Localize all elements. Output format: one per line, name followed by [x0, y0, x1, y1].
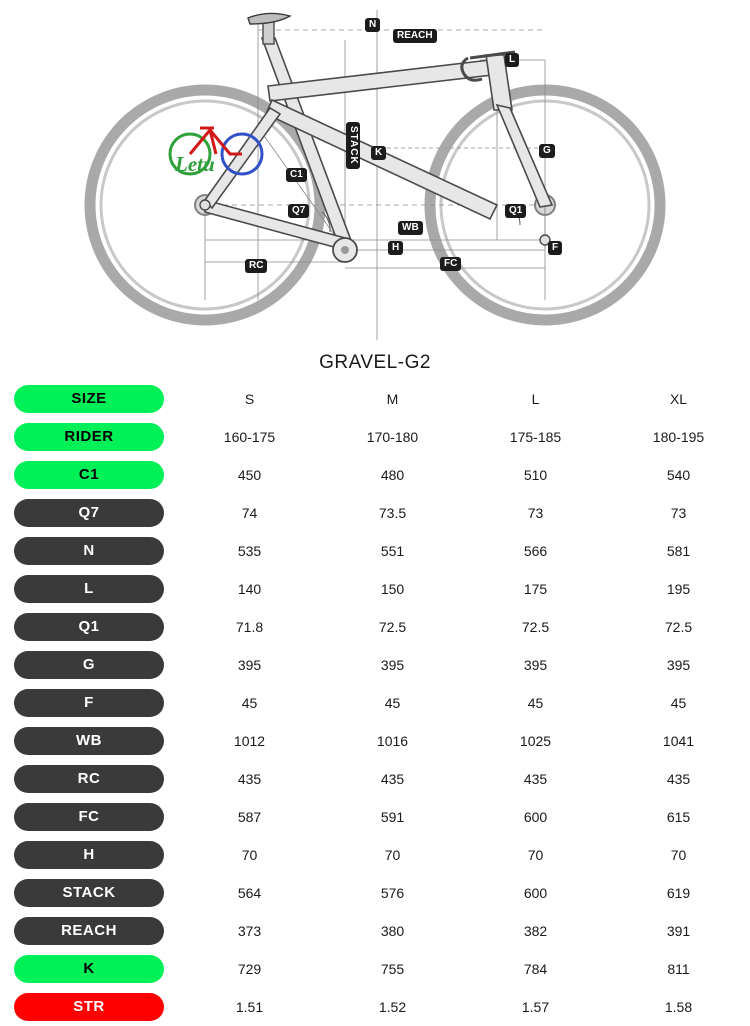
size-header-cell: L	[531, 391, 540, 407]
callout-fc: FC	[440, 257, 461, 271]
value-cell: 373	[237, 923, 262, 939]
value-cell: 1.57	[521, 999, 550, 1015]
table-row	[0, 494, 750, 532]
value-cell: 540	[666, 467, 691, 483]
row-label-cell	[0, 570, 178, 608]
bike-geometry-diagram	[0, 0, 750, 380]
callout-n: N	[365, 18, 380, 32]
table-row	[0, 988, 750, 1026]
value-cell: 45	[241, 695, 258, 711]
row-label-cell	[0, 912, 178, 950]
value-cell: 1016	[376, 733, 409, 749]
value-cell: 566	[523, 543, 548, 559]
row-label-cell	[0, 684, 178, 722]
row-label-cell	[0, 456, 178, 494]
value-cell: 435	[666, 771, 691, 787]
value-cell: 510	[523, 467, 548, 483]
table-row	[0, 874, 750, 912]
row-label-cell	[0, 608, 178, 646]
row-label-cell	[0, 760, 178, 798]
value-cell: 72.5	[664, 619, 693, 635]
value-cell: 180-195	[652, 429, 705, 445]
row-label-pill: Q1	[14, 613, 164, 641]
value-cell: 1.51	[235, 999, 264, 1015]
value-cell: 395	[380, 657, 405, 673]
value-cell: 576	[380, 885, 405, 901]
value-cell: 74	[241, 505, 258, 521]
frame-model-title: GRAVEL-G2	[319, 352, 431, 373]
table-row	[0, 418, 750, 456]
value-cell: 150	[380, 581, 405, 597]
callout-k: K	[371, 146, 386, 160]
value-cell: 160-175	[223, 429, 276, 445]
value-cell: 811	[667, 961, 690, 977]
value-cell: 72.5	[521, 619, 550, 635]
row-label-pill: Q7	[14, 499, 164, 527]
value-cell: 72.5	[378, 619, 407, 635]
value-cell: 71.8	[235, 619, 264, 635]
callout-g: G	[539, 144, 555, 158]
row-label-pill: STACK	[14, 879, 164, 907]
value-cell: 435	[237, 771, 262, 787]
value-cell: 73.5	[378, 505, 407, 521]
table-row	[0, 798, 750, 836]
row-label-cell	[0, 722, 178, 760]
row-label-cell	[0, 988, 178, 1026]
row-label-pill: H	[14, 841, 164, 869]
table-row	[0, 684, 750, 722]
value-cell: 70	[241, 847, 258, 863]
callout-reach: REACH	[393, 29, 437, 43]
size-header-cell: S	[244, 391, 255, 407]
row-label-cell	[0, 418, 178, 456]
value-cell: 615	[666, 809, 691, 825]
row-label-cell	[0, 532, 178, 570]
table-row	[0, 532, 750, 570]
value-cell: 175-185	[509, 429, 562, 445]
callout-rc: RC	[245, 259, 267, 273]
row-label-cell	[0, 950, 178, 988]
value-cell: 70	[670, 847, 687, 863]
row-label-pill: K	[14, 955, 164, 983]
row-label-pill: FC	[14, 803, 164, 831]
value-cell: 73	[527, 505, 544, 521]
table-row	[0, 608, 750, 646]
callout-l: L	[505, 53, 519, 67]
value-cell: 535	[237, 543, 262, 559]
row-label-cell	[0, 836, 178, 874]
saddle	[248, 13, 290, 44]
value-cell: 435	[523, 771, 548, 787]
table-row	[0, 836, 750, 874]
row-label-cell	[0, 494, 178, 532]
value-cell: 1.58	[664, 999, 693, 1015]
row-label-pill: SIZE	[14, 385, 164, 413]
row-label-pill: C1	[14, 461, 164, 489]
value-cell: 1041	[662, 733, 695, 749]
value-cell: 395	[523, 657, 548, 673]
row-label-cell	[0, 798, 178, 836]
bike-frame-drawing	[0, 0, 750, 380]
value-cell: 784	[523, 961, 548, 977]
table-row	[0, 456, 750, 494]
table-row	[0, 912, 750, 950]
value-cell: 600	[523, 809, 548, 825]
callout-q7: Q7	[288, 204, 309, 218]
value-cell: 450	[237, 467, 262, 483]
value-cell: 1012	[233, 733, 266, 749]
table-row	[0, 380, 750, 418]
table-row	[0, 646, 750, 684]
callout-h: H	[388, 241, 403, 255]
value-cell: 619	[666, 885, 691, 901]
value-cell: 581	[666, 543, 691, 559]
value-cell: 395	[237, 657, 262, 673]
row-label-pill: WB	[14, 727, 164, 755]
value-cell: 1.52	[378, 999, 407, 1015]
row-label-pill: STR	[14, 993, 164, 1021]
value-cell: 729	[237, 961, 262, 977]
value-cell: 45	[670, 695, 687, 711]
row-label-pill: N	[14, 537, 164, 565]
value-cell: 480	[380, 467, 405, 483]
row-label-pill: L	[14, 575, 164, 603]
table-row	[0, 950, 750, 988]
value-cell: 170-180	[366, 429, 419, 445]
value-cell: 70	[384, 847, 401, 863]
value-cell: 175	[523, 581, 548, 597]
row-label-pill: F	[14, 689, 164, 717]
geometry-table	[0, 380, 750, 1026]
value-cell: 755	[380, 961, 405, 977]
callout-q1: Q1	[505, 204, 526, 218]
value-cell: 380	[380, 923, 405, 939]
row-label-pill: RC	[14, 765, 164, 793]
size-header-cell: XL	[669, 391, 688, 407]
table-row	[0, 570, 750, 608]
value-cell: 591	[380, 809, 405, 825]
value-cell: 73	[670, 505, 687, 521]
row-label-cell	[0, 874, 178, 912]
value-cell: 45	[384, 695, 401, 711]
value-cell: 587	[237, 809, 262, 825]
table-row	[0, 760, 750, 798]
row-label-pill: RIDER	[14, 423, 164, 451]
callout-stack: STACK	[346, 122, 360, 169]
geometry-table-body	[0, 380, 750, 1026]
value-cell: 140	[237, 581, 262, 597]
row-label-pill: REACH	[14, 917, 164, 945]
size-header-cell: M	[386, 391, 399, 407]
value-cell: 70	[527, 847, 544, 863]
value-cell: 45	[527, 695, 544, 711]
value-cell: 551	[380, 543, 405, 559]
value-cell: 600	[523, 885, 548, 901]
callout-f: F	[548, 241, 562, 255]
value-cell: 1025	[519, 733, 552, 749]
row-label-cell	[0, 380, 178, 418]
value-cell: 435	[380, 771, 405, 787]
value-cell: 564	[237, 885, 262, 901]
watermark-text: Letu	[175, 152, 215, 176]
callout-c1: C1	[286, 168, 307, 182]
row-label-cell	[0, 646, 178, 684]
value-cell: 382	[523, 923, 548, 939]
table-row	[0, 722, 750, 760]
callout-wb: WB	[398, 221, 423, 235]
value-cell: 395	[666, 657, 691, 673]
row-label-pill: G	[14, 651, 164, 679]
value-cell: 391	[666, 923, 691, 939]
value-cell: 195	[666, 581, 691, 597]
